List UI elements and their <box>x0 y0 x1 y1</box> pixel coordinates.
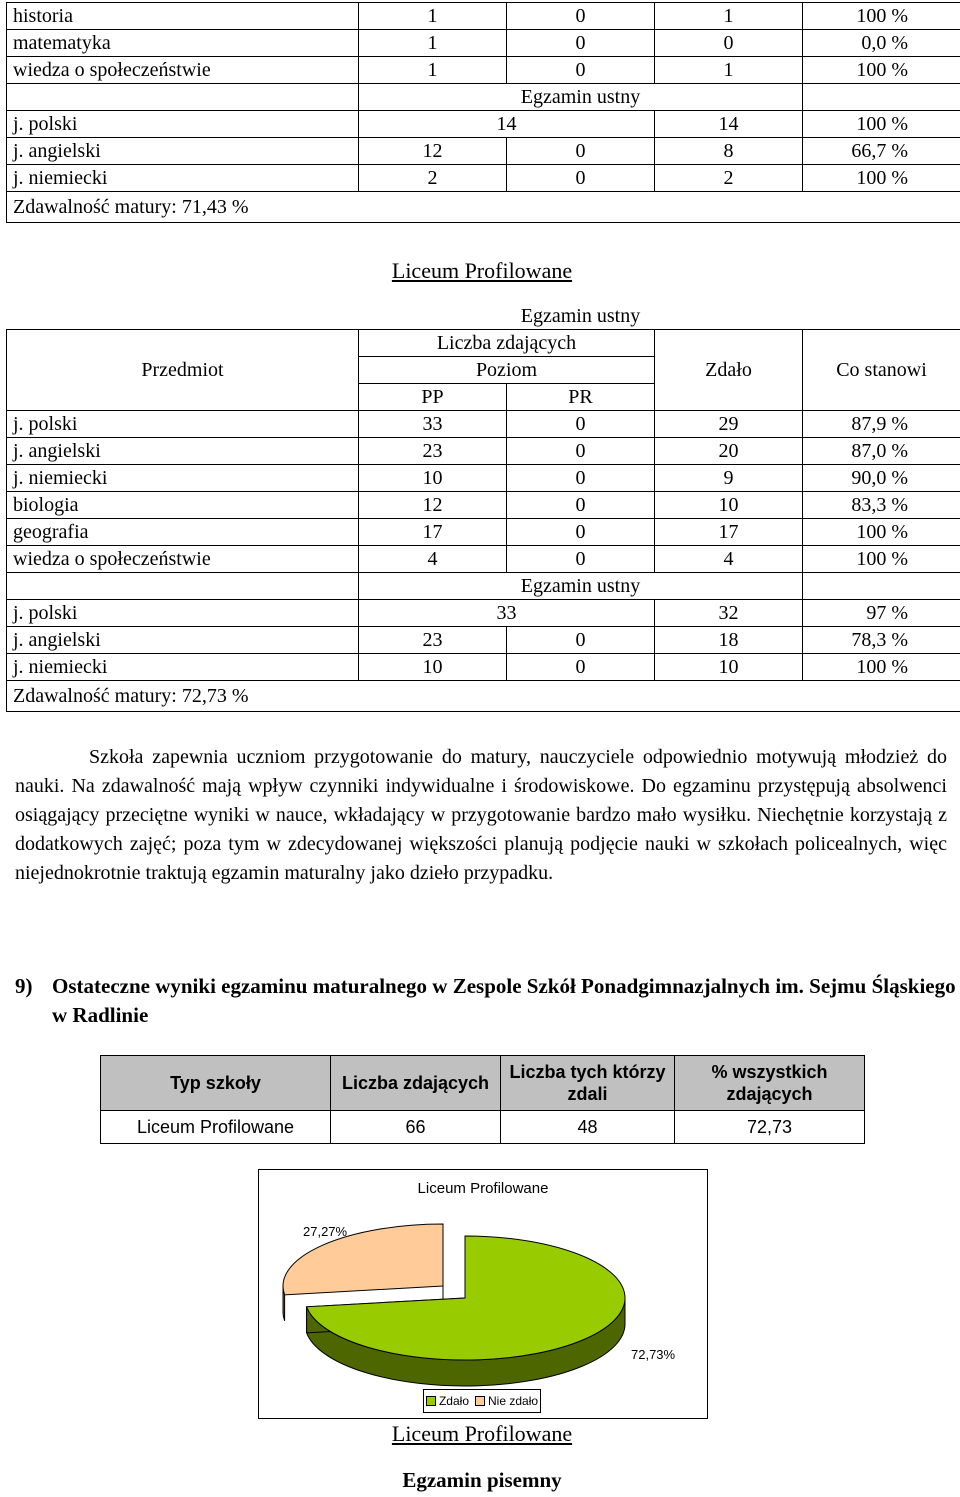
passed-cell: 4 <box>655 546 803 573</box>
percent-cell: 83,3 % <box>803 492 960 519</box>
passed-cell: 10 <box>655 492 803 519</box>
results-table-top <box>6 2 960 223</box>
count-pp-cell: 17 <box>359 519 507 546</box>
exam-type-cell: Egzamin ustny <box>359 573 803 600</box>
summary-header-cell: Liczba tych którzy zdali <box>501 1056 675 1111</box>
passed-cell: 18 <box>655 627 803 654</box>
count-pp-cell: 12 <box>359 138 507 165</box>
section-number: 9) <box>15 974 33 998</box>
subject-row <box>7 438 960 465</box>
summary-cell: Liceum Profilowane <box>101 1111 331 1144</box>
count-pp-cell: 4 <box>359 546 507 573</box>
count-pr-cell: 0 <box>507 3 655 30</box>
summary-header-cell: Typ szkoły <box>101 1056 331 1111</box>
count-pp-cell: 1 <box>359 30 507 57</box>
section-title: Ostateczne wyniki egzaminu maturalnego w Zespole Szkół Ponadgimnazjalnych im. Sejmu Śląskiego w Radlinie <box>52 974 956 1027</box>
pp-header: PP <box>359 384 507 411</box>
passed-cell: 32 <box>655 600 803 627</box>
count-cell: 14 <box>359 111 655 138</box>
count-pr-cell: 0 <box>507 57 655 84</box>
count-pr-cell: 0 <box>507 546 655 573</box>
subject-row <box>7 600 960 627</box>
subject-cell: j. polski <box>7 411 359 438</box>
summary-row <box>7 681 960 712</box>
count-pp-cell: 23 <box>359 627 507 654</box>
empty-cell <box>803 573 960 600</box>
subject-row <box>7 57 960 84</box>
passed-cell: 10 <box>655 654 803 681</box>
description-paragraph <box>15 743 947 888</box>
percent-cell: 100 % <box>803 57 960 84</box>
percent-cell: 97 % <box>803 600 960 627</box>
passed-cell: 1 <box>655 57 803 84</box>
summary-header-cell: Liczba zdających <box>331 1056 501 1111</box>
legend-label-passed: Zdało <box>438 1394 469 1408</box>
subject-row <box>7 3 960 30</box>
count-pp-cell: 10 <box>359 465 507 492</box>
percent-cell: 100 % <box>803 519 960 546</box>
summary-cell: 66 <box>331 1111 501 1144</box>
percent-cell: 66,7 % <box>803 138 960 165</box>
exam-type-header: Egzamin ustny <box>520 305 641 327</box>
legend-label-not-passed: Nie zdało <box>488 1394 539 1408</box>
subject-row <box>7 30 960 57</box>
subject-cell: historia <box>7 3 359 30</box>
bottom-section-subtitle: Egzamin pisemny <box>402 1468 562 1492</box>
summary-table <box>100 1055 865 1144</box>
slice-label-not-passed: 27,27% <box>303 1224 348 1239</box>
chart-legend <box>423 1389 541 1413</box>
percent-cell: 100 % <box>803 165 960 192</box>
section-title-liceum-profilowane: Liceum Profilowane <box>391 258 573 283</box>
percent-cell: 100 % <box>803 111 960 138</box>
subject-cell: j. polski <box>7 600 359 627</box>
pass-rate-cell: Zdawalność matury: 71,43 % <box>7 192 960 223</box>
pie-chart <box>258 1169 708 1419</box>
passed-cell: 8 <box>655 138 803 165</box>
percent-cell: 100 % <box>803 654 960 681</box>
subject-row <box>7 627 960 654</box>
subject-cell: j. angielski <box>7 438 359 465</box>
summary-cell: 72,73 <box>675 1111 865 1144</box>
count-cell: 33 <box>359 600 655 627</box>
subject-row <box>7 519 960 546</box>
results-table-liceum <box>6 303 960 712</box>
passed-cell: 9 <box>655 465 803 492</box>
count-pp-cell: 23 <box>359 438 507 465</box>
count-pp-cell: 33 <box>359 411 507 438</box>
exam-subheader-row <box>7 573 960 600</box>
percent-cell: 100 % <box>803 3 960 30</box>
bottom-section-title: Liceum Profilowane <box>391 1421 573 1446</box>
subject-cell: j. angielski <box>7 138 359 165</box>
count-pp-cell: 12 <box>359 492 507 519</box>
count-pr-cell: 0 <box>507 654 655 681</box>
empty-cell <box>7 84 359 111</box>
count-pp-cell: 1 <box>359 57 507 84</box>
subject-row <box>7 465 960 492</box>
percent-cell: 87,9 % <box>803 411 960 438</box>
legend-swatch-not-passed <box>475 1396 485 1406</box>
count-pr-cell: 0 <box>507 165 655 192</box>
subject-cell: biologia <box>7 492 359 519</box>
passed-header: Zdało <box>655 330 803 411</box>
percent-cell: 87,0 % <box>803 438 960 465</box>
pass-rate-cell: Zdawalność matury: 72,73 % <box>7 681 960 712</box>
percent-cell: 78,3 % <box>803 627 960 654</box>
subject-cell: wiedza o społeczeństwie <box>7 546 359 573</box>
count-pr-cell: 0 <box>507 438 655 465</box>
subject-row <box>7 111 960 138</box>
level-header: Poziom <box>359 357 655 384</box>
subject-cell: j. niemiecki <box>7 654 359 681</box>
subject-row <box>7 411 960 438</box>
passed-cell: 29 <box>655 411 803 438</box>
subject-cell: matematyka <box>7 30 359 57</box>
count-pr-cell: 0 <box>507 519 655 546</box>
passed-cell: 17 <box>655 519 803 546</box>
count-pr-cell: 0 <box>507 138 655 165</box>
subject-row <box>7 546 960 573</box>
subject-row <box>7 492 960 519</box>
pr-header: PR <box>507 384 655 411</box>
passed-cell: 1 <box>655 3 803 30</box>
paragraph-text: Szkoła zapewnia uczniom przygotowanie do matury, nauczyciele odpowiednio motywują młodzież do nauki. Na zdawalność mają wpływ czynniki indywidualne i środowiskowe. Do egzaminu przystępują absolwenci osiągający przeciętne wyniki w nauce, wkładający w przygotowanie bardzo mało wysiłku. Niechętnie korzystają z dodatkowych zajęć; poza tym w zdecydowanej większości planują podjęcie nauki w szkołach policealnych, więc niejednokrotnie traktują egzamin maturalny jako dzieło przypadku. <box>15 746 947 884</box>
share-header: Co stanowi <box>803 330 960 411</box>
subject-row <box>7 165 960 192</box>
legend-swatch-passed <box>426 1396 436 1406</box>
subject-cell: j. niemiecki <box>7 165 359 192</box>
empty-cell <box>803 84 960 111</box>
count-pr-cell: 0 <box>507 465 655 492</box>
count-pp-cell: 1 <box>359 3 507 30</box>
subject-cell: wiedza o społeczeństwie <box>7 57 359 84</box>
subject-row <box>7 138 960 165</box>
summary-row <box>7 192 960 223</box>
passed-cell: 2 <box>655 165 803 192</box>
slice-label-passed: 72,73% <box>631 1347 676 1362</box>
percent-cell: 100 % <box>803 546 960 573</box>
count-pr-cell: 0 <box>507 411 655 438</box>
subject-cell: j. angielski <box>7 627 359 654</box>
count-pr-cell: 0 <box>507 30 655 57</box>
chart-title: Liceum Profilowane <box>417 1180 549 1197</box>
empty-cell <box>7 573 359 600</box>
exam-type-cell: Egzamin ustny <box>359 84 803 111</box>
subject-cell: geografia <box>7 519 359 546</box>
subject-row <box>7 654 960 681</box>
percent-cell: 0,0 % <box>803 30 960 57</box>
pie-chart-svg <box>259 1170 707 1418</box>
passed-cell: 20 <box>655 438 803 465</box>
count-pr-cell: 0 <box>507 627 655 654</box>
exam-subheader-row <box>7 84 960 111</box>
count-pp-cell: 2 <box>359 165 507 192</box>
subject-cell: j. niemiecki <box>7 465 359 492</box>
subject-header: Przedmiot <box>7 330 359 411</box>
subject-cell: j. polski <box>7 111 359 138</box>
passed-cell: 0 <box>655 30 803 57</box>
count-pp-cell: 10 <box>359 654 507 681</box>
summary-cell: 48 <box>501 1111 675 1144</box>
summary-header-cell: % wszystkich zdających <box>675 1056 865 1111</box>
percent-cell: 90,0 % <box>803 465 960 492</box>
passed-cell: 14 <box>655 111 803 138</box>
count-pr-cell: 0 <box>507 492 655 519</box>
count-header: Liczba zdających <box>359 330 655 357</box>
